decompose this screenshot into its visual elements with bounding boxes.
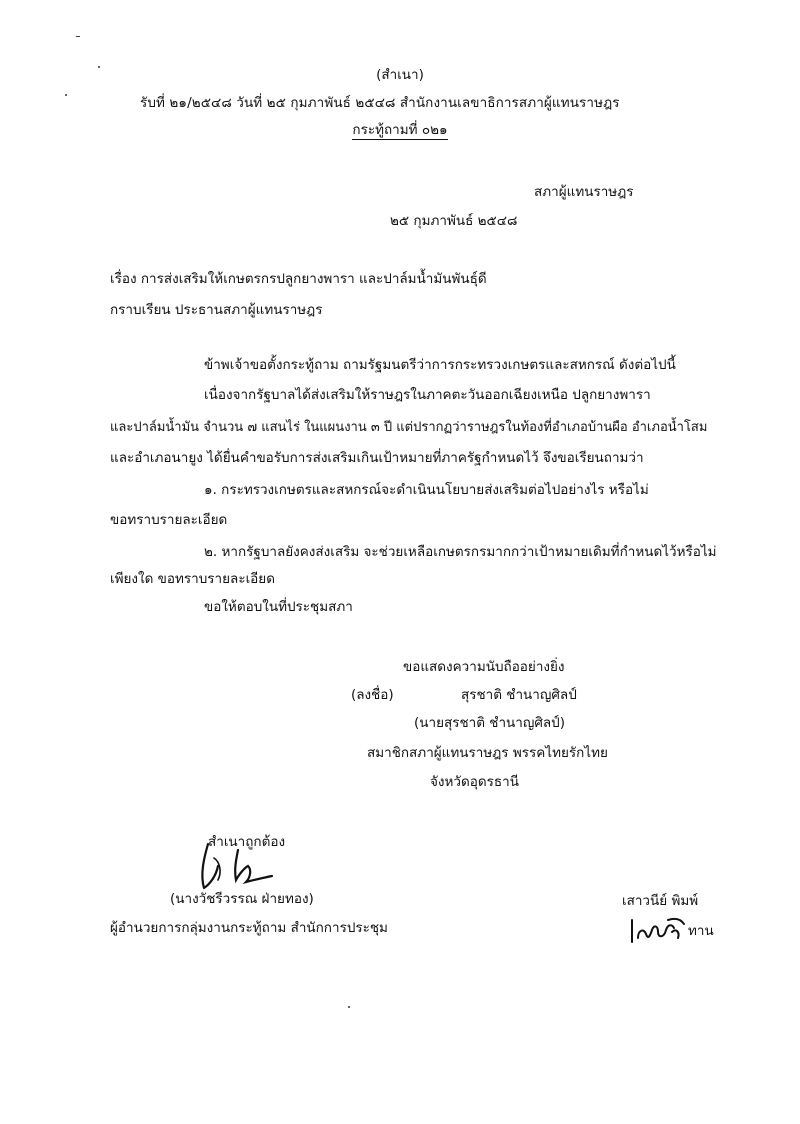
body-paragraph-2-line-2: และปาล์มน้ำมัน จำนวน ๗ แสนไร่ ในแผนงาน ๓ ปี แต่ปรากฏว่าราษฎรในท้องที่อำเภอบ้านผือ อำเภอน้ำโสม (110, 420, 708, 435)
certified-label: สำเนาถูกต้อง (208, 834, 286, 850)
salutation-line: กราบเรียน ประธานสภาผู้แทนราษฎร (110, 302, 323, 318)
question-2-line-1: ๒. หากรัฐบาลยังคงส่งเสริม จะช่วยเหลือเกษตรกรมากกว่าเป้าหมายเดิมที่กำหนดไว้หรือไม่ (204, 544, 717, 560)
question-number-text: กระทู้ถามที่ ๐๒๑ (352, 122, 448, 138)
body-paragraph-1: ข้าพเจ้าขอตั้งกระทู้ถาม ถามรัฐมนตรีว่าการกระทรวงเกษตรและสหกรณ์ ดังต่อไปนี้ (204, 357, 676, 373)
received-line: รับที่ ๒๑/๒๕๔๘ วันที่ ๒๕ กุมภาพันธ์ ๒๕๔๘ สำนักงานเลขาธิการสภาผู้แทนราษฎร (140, 95, 620, 111)
scan-speck (348, 1006, 350, 1008)
scan-speck (65, 94, 67, 96)
signer-position: สมาชิกสภาผู้แทนราษฎร พรรคไทยรักไทย (367, 745, 608, 761)
certifier-position: ผู้อำนวยการกลุ่มงานกระทู้ถาม สำนักการประชุม (110, 920, 388, 936)
copy-label: (สำเนา) (376, 67, 424, 83)
origin-date: ๒๕ กุมภาพันธ์ ๒๕๔๘ (390, 213, 518, 229)
scan-speck (76, 36, 80, 37)
certifier-name: (นางวัชรีวรรณ ฝ่ายทอง) (170, 891, 314, 907)
verifier-handwritten-initials (628, 914, 686, 948)
question-2-line-2: เพียงใด ขอทราบรายละเอียด (110, 571, 275, 587)
closing-request: ขอให้ตอบในที่ประชุมสภา (204, 599, 353, 615)
regards-line: ขอแสดงความนับถืออย่างยิ่ง (403, 659, 565, 675)
question-1-line-1: ๑. กระทรวงเกษตรและสหกรณ์จะดำเนินนโยบายส่งเสริมต่อไปอย่างไร หรือไม่ (204, 482, 649, 498)
typist-line: เสาวนีย์ พิมพ์ (622, 893, 699, 909)
question-number (0, 121, 800, 139)
signed-label: (ลงชื่อ) (351, 687, 394, 703)
signer-province: จังหวัดอุดรธานี (430, 774, 519, 790)
subject-line: เรื่อง การส่งเสริมให้เกษตรกรปลูกยางพารา และปาล์มน้ำมันพันธุ์ดี (110, 271, 487, 287)
body-paragraph-2-line-1: เนื่องจากรัฐบาลได้ส่งเสริมให้ราษฎรในภาคตะวันออกเฉียงเหนือ ปลูกยางพารา (204, 387, 651, 403)
signed-name: สุรชาติ ชำนาญศิลป์ (461, 687, 577, 703)
question-1-line-2: ขอทราบรายละเอียด (110, 512, 228, 528)
origin-body: สภาผู้แทนราษฎร (534, 184, 634, 200)
signer-full-name: (นายสุรชาติ ชำนาญศิลป์) (414, 715, 566, 731)
certifier-handwritten-signature (190, 836, 280, 896)
verifier-suffix: ทาน (688, 923, 714, 939)
body-paragraph-2-line-3: และอำเภอนายูง ได้ยื่นคำขอรับการส่งเสริมเกินเป้าหมายที่ภาครัฐกำหนดไว้ จึงขอเรียนถามว่า (110, 450, 644, 466)
